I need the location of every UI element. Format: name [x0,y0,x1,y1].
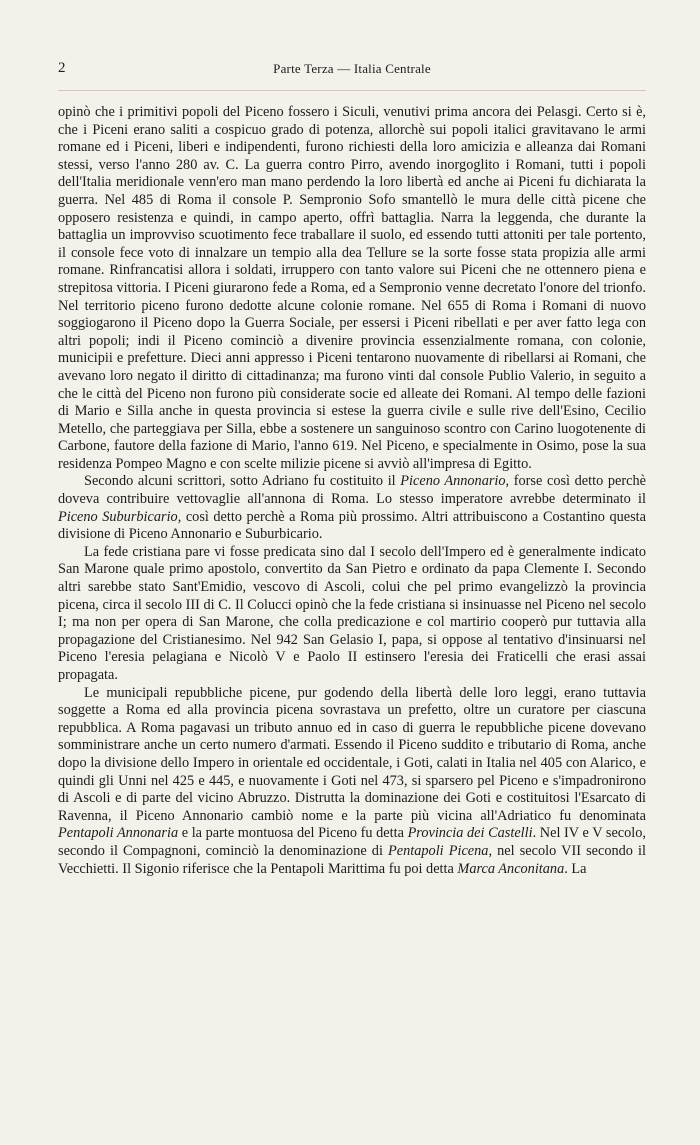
paragraph-3 [58,544,646,685]
paragraph-4-text-b: e la parte montuosa del Piceno fu detta [178,825,408,842]
paragraph-1-text: opinò che i primitivi popoli del Piceno fossero i Siculi, venutivi prima ancora dei Pelasgi. Certo si è, che i Piceni erano saliti a cospicuo grado di potenza, allorchè sui popoli italici gravitavano le armi romane ed i Piceni, liberi e indipendenti, furono richiesti della loro amicizia e alleanza dai Romani stessi, verso l'anno 280 av. C. La guerra contro Pirro, avendo inorgoglito i Romani, tutti i popoli dell'Italia meridionale venn'ero man mano perdendo la loro libertà ed anche ai Piceni fu dichiarata la guerra. Nel 485 di Roma il console P. Sempronio Sofo smantellò le mura delle città picene che opposero resistenza e quindi, in campo aperto, offrì battaglia. Narra la leggenda, che durante la battaglia un improvviso scuotimento fece traballare il suolo, ed essendo tutti attoniti per tale portento, il console fece voto di innalzare un tempio alla dea Tellure se la sorte fosse stata propizia alle armi romane. Rinfrancatisi allora i soldati, irruppero con tanto valore sui Piceni che ne ottennero piena e strepitosa vittoria. I Piceni giurarono fede a Roma, ed a Sempronio venne decretato l'onore del trionfo. Nel territorio piceno furono dedotte alcune colonie romane. Nel 655 di Roma i Romani di nuovo soggiogarono il Piceno dopo la Guerra Sociale, per essersi i Piceni ribellati e per aver fatto lega con altri popoli; indi il Piceno cominciò a divenire provincia essenzialmente romana, con colonie, municipii e prefetture. Dieci anni appresso i Piceni tentarono nuovamente di ribellarsi ai Romani, che avevano loro negato il diritto di cittadinanza; ma furono vinti dal console Publio Valerio, in seguito a che le città del Piceno non furono più considerate socie ed alleate dei Romani. Al tempo delle fazioni di Mario e Silla anche in questa provincia si estese la guerra civile e sulle rive dell'Esino, Cecilio Metello, che parteggiava per Silla, ebbe a sostenere un sanguinoso scontro con Carino luogotenente di Carbone, fautore della fazione di Mario, l'anno 619. Nel Piceno, e specialmente in Osimo, pose la sua residenza Pompeo Magno e con scelte milizie picene si avviò all'impresa di Egitto. [58,104,646,472]
running-head: Parte Terza — Italia Centrale [273,61,431,76]
body-text [58,104,646,878]
paragraph-2 [58,473,646,543]
paragraph-4-text-c: . Nel IV e V secolo, secondo il Compagnoni, cominciò la denominazione di [58,825,646,859]
page-number: 2 [58,60,66,76]
paragraph-2-text-c: , così detto perchè a Roma più prossimo. Altri attribuiscono a Costantino questa divisione di Piceno Annonario e Suburbicario. [58,508,646,543]
paragraph-1 [58,104,646,473]
paragraph-4-text-a: Le municipali repubbliche picene, pur godendo della libertà delle loro leggi, erano tuttavia soggette a Roma ed alla provincia picena sovrastava un prefetto, oltre un curatore per ciascuna repubblica. A Roma pagavasi un tributo annuo ed in caso di guerra le repubbliche picene dovevano somministrare anche un certo numero d'armati. Essendo il Piceno suddito e tributario di Roma, anche dopo la divisione dello Impero in orientale ed occidentale, i Goti, calati in Italia nel 405 con Alarico, e quindi gli Unni nel 425 e 445, e nuovamente i Goti nel 473, si sparsero pel Piceno e s'impadronirono di Ascoli e di parte del vicino Abruzzo. Distrutta la dominazione dei Goti e costituitosi l'Esarcato di Ravenna, il Piceno Annonario cambiò nome e la parte più vicina all'Adriatico fu denominata [58,684,646,824]
header-divider [58,90,646,91]
italic-term-marca-anconitana: Marca Anconitana [457,860,565,877]
italic-term-piceno-annonario: Piceno Annonario [400,473,506,490]
paragraph-2-text-a: Secondo alcuni scrittori, sotto Adriano fu costituito il [84,473,401,490]
paragraph-4 [58,685,646,879]
paragraph-4-text-d: , nel secolo VII secondo il Vecchietti. Il Sigonio riferisce che la Pentapoli Marittima fu poi detta [58,842,646,877]
page-header [58,60,646,80]
italic-term-pentapoli-picena: Pentapoli Picena [388,842,489,859]
italic-term-pentapoli-annonaria: Pentapoli Annonaria [58,825,179,842]
italic-term-provincia-dei-castelli: Provincia dei Castelli [407,825,533,842]
paragraph-2-text-b: , forse così detto perchè doveva contribuire vettovaglie all'annona di Roma. Lo stesso imperatore avrebbe determinato il [58,473,646,508]
paragraph-3-text: La fede cristiana pare vi fosse predicata sino dal I secolo dell'Impero ed è generalmente indicato San Marone quale primo apostolo, convertito da San Pietro e ordinato da papa Clemente I. Secondo altri sarebbe stato Sant'Emidio, vescovo di Ascoli, colui che pel primo evangelizzò la provincia picena, circa il secolo III di C. Il Colucci opinò che la fede cristiana si insinuasse nel Piceno nel secolo I; ma non per opera di San Marone, che colla predicazione e col martirio cooperò pur tuttavia alla propagazione del Cristianesimo. Nel 942 San Gelasio I, papa, si oppose al tentativo d'insinuarsi nel Piceno l'eresia pelagiana e Nicolò V e Paolo II estinsero l'eresia dei Fraticelli che erasi assai propagata. [58,543,646,683]
italic-term-piceno-suburbicario: Piceno Suburbicario [58,508,178,525]
paragraph-4-text-e: . La [564,860,587,877]
